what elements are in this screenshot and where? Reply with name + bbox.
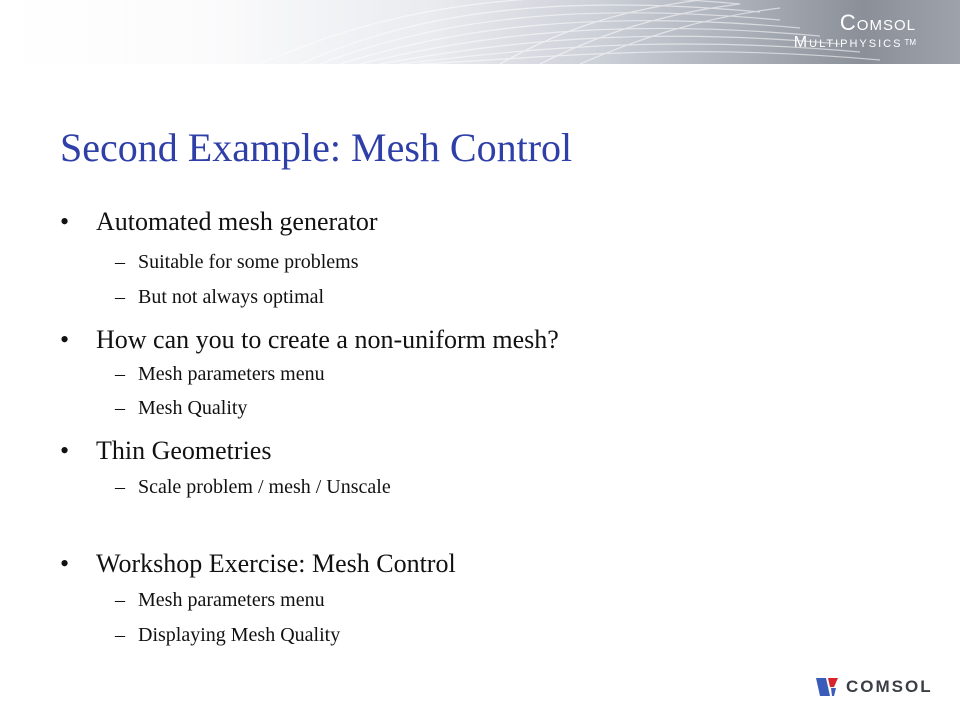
- sub-bullet-item: [0, 284, 760, 310]
- brand-line2-text: Multiphysics: [793, 34, 903, 51]
- trademark-mark: TM: [904, 38, 916, 47]
- sub-bullet-item: [0, 249, 760, 275]
- dash-icon: –: [115, 363, 125, 385]
- comsol-footer-logo: [816, 676, 946, 698]
- sub-bullet-item: [0, 361, 760, 387]
- bullet-dot-icon: •: [60, 436, 70, 465]
- dash-icon: –: [115, 286, 125, 308]
- bullet-text: How can you to create a non-uniform mesh?: [96, 325, 559, 354]
- bullet-text: Workshop Exercise: Mesh Control: [96, 549, 456, 578]
- dash-icon: –: [115, 589, 125, 611]
- sub-bullet-text: Suitable for some problems: [138, 251, 359, 273]
- dash-icon: –: [115, 397, 125, 419]
- dash-icon: –: [115, 624, 125, 646]
- footer-logo-text: COMSOL: [846, 677, 933, 696]
- brand-line1: Comsol: [839, 10, 916, 35]
- bullet-item: [0, 434, 760, 468]
- bullet-text: Automated mesh generator: [96, 207, 378, 236]
- sub-bullet-text: Displaying Mesh Quality: [138, 624, 341, 646]
- sub-bullet-item: [0, 395, 760, 421]
- bullet-item: [0, 205, 760, 239]
- bullet-dot-icon: •: [60, 549, 70, 578]
- bullet-dot-icon: •: [60, 325, 70, 354]
- bullet-text: Thin Geometries: [96, 436, 272, 465]
- sub-bullet-text: But not always optimal: [138, 286, 325, 308]
- sub-bullet-text: Mesh parameters menu: [138, 589, 325, 611]
- sub-bullet-text: Mesh parameters menu: [138, 363, 325, 385]
- sub-bullet-text: Scale problem / mesh / Unscale: [138, 476, 391, 498]
- slide-title: Second Example: Mesh Control: [60, 125, 573, 170]
- sub-bullet-item: [0, 474, 760, 500]
- bullet-item: [0, 323, 760, 357]
- bullet-dot-icon: •: [60, 207, 70, 236]
- sub-bullet-text: Mesh Quality: [138, 397, 248, 419]
- dash-icon: –: [115, 476, 125, 498]
- bullet-item: [0, 547, 760, 581]
- dash-icon: –: [115, 251, 125, 273]
- sub-bullet-item: [0, 587, 760, 613]
- sub-bullet-item: [0, 622, 760, 648]
- comsol-mark-icon: [816, 678, 840, 696]
